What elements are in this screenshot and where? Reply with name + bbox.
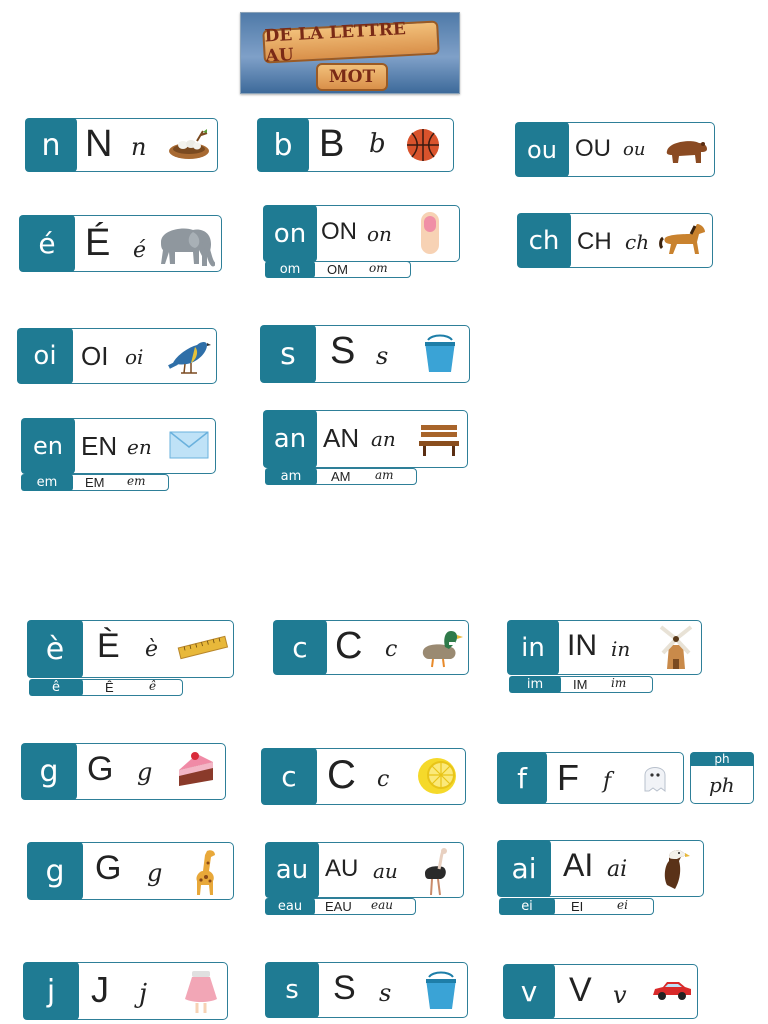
card-key: n [25, 118, 77, 172]
card-upper: OI [81, 341, 109, 371]
card-au-variant [266, 898, 416, 915]
card-key: ai [497, 840, 551, 897]
card-upper: C [335, 625, 363, 667]
variant-cursive: ei [617, 898, 628, 912]
card-cursive: è [145, 637, 159, 662]
card-key: v [503, 964, 555, 1019]
ph-key: ph [690, 752, 754, 766]
card-en [24, 418, 216, 474]
card-upper: S [330, 330, 356, 372]
card-ai-variant [500, 898, 654, 915]
card-upper: S [333, 969, 356, 1007]
variant-cursive: em [127, 474, 146, 488]
card-c-2 [264, 748, 466, 805]
variant-key: om [265, 261, 315, 278]
card-key: in [507, 620, 559, 675]
card-key: au [265, 842, 319, 898]
card-cursive: v [613, 981, 627, 1009]
card-cursive: au [373, 859, 398, 883]
card-v [506, 964, 698, 1019]
card-upper: C [327, 753, 356, 797]
variant-upper: Ê [105, 680, 114, 695]
elephant-icon [155, 220, 215, 268]
card-upper: È [97, 627, 120, 665]
card-upper: EN [81, 431, 118, 461]
card-cursive: c [377, 767, 390, 792]
card-key: an [263, 410, 317, 468]
card-key: en [21, 418, 75, 474]
card-key: c [273, 620, 327, 675]
card-key: g [21, 743, 77, 800]
card-cursive: b [369, 129, 386, 159]
card-ou [518, 122, 715, 177]
banner-ribbon-bottom [316, 63, 388, 91]
card-ch [520, 213, 713, 268]
card-key: è [27, 620, 83, 678]
card-ai [500, 840, 704, 897]
card-an [266, 410, 468, 468]
variant-cursive: eau [371, 898, 393, 912]
card-in [510, 620, 702, 675]
card-on [266, 205, 460, 262]
card-cursive: oi [125, 345, 144, 369]
card-upper: J [91, 969, 109, 1010]
card-an-variant [266, 468, 417, 485]
card-key: s [265, 962, 319, 1018]
card-key: b [257, 118, 309, 172]
card-e-acute [22, 215, 222, 272]
card-key: ou [515, 122, 569, 177]
variant-upper: AM [331, 469, 351, 484]
variant-key: eau [265, 898, 315, 915]
card-upper: G [87, 750, 114, 788]
card-cursive: g [137, 758, 153, 786]
card-cursive: s [376, 342, 389, 370]
card-key: j [23, 962, 79, 1020]
variant-upper: OM [327, 262, 348, 277]
card-cursive: ai [607, 857, 628, 882]
card-s-2 [268, 962, 468, 1018]
card-cursive: n [131, 133, 147, 161]
card-key: é [19, 215, 75, 272]
card-cursive: s [379, 979, 392, 1007]
variant-key: im [509, 676, 561, 693]
horse-icon [659, 220, 709, 260]
card-upper: V [569, 971, 592, 1009]
lemon-icon [415, 755, 459, 797]
card-upper: N [85, 123, 113, 165]
card-cursive: c [385, 637, 398, 662]
banner-line-2: MOT [328, 67, 376, 87]
card-oi [20, 328, 217, 384]
card-f [500, 752, 684, 804]
card-upper: G [95, 849, 122, 887]
card-j [26, 962, 228, 1020]
card-e-grave [30, 620, 234, 678]
card-key: s [260, 325, 316, 383]
finger-nail-icon [417, 210, 443, 256]
variant-key: ei [499, 898, 555, 915]
card-cursive: an [371, 427, 396, 451]
card-key: g [27, 842, 83, 900]
card-key: ch [517, 213, 571, 268]
card-upper: OU [575, 135, 611, 162]
card-cursive: ou [623, 139, 646, 160]
card-upper: CH [577, 228, 612, 255]
envelope-icon [169, 431, 209, 459]
ostrich-icon [419, 847, 455, 897]
card-c-1 [276, 620, 469, 675]
card-key: on [263, 205, 317, 262]
variant-cursive: am [375, 468, 394, 482]
ph-cursive: ph [709, 773, 735, 797]
card-key: f [497, 752, 547, 804]
ruler-icon [177, 633, 229, 663]
card-on-variant [266, 261, 411, 278]
variant-cursive: im [611, 676, 627, 690]
card-upper: B [319, 123, 345, 165]
banner-line-1: DE LA LETTRE AU [264, 19, 407, 67]
variant-upper: EAU [325, 899, 352, 914]
variant-key: am [265, 468, 317, 485]
card-cursive: on [367, 222, 392, 246]
card-upper: É [85, 222, 111, 264]
card-cursive: é [133, 238, 147, 263]
bench-icon [417, 421, 461, 457]
card-key: oi [17, 328, 73, 384]
bear-icon [663, 135, 709, 165]
skirt-icon [183, 969, 219, 1015]
bird-icon [167, 333, 211, 377]
duck-icon [417, 625, 463, 669]
car-icon [651, 979, 693, 1003]
card-cursive: in [611, 637, 631, 661]
giraffe-icon [189, 847, 221, 897]
card-n [28, 118, 218, 172]
card-in-variant [510, 676, 653, 693]
variant-upper: EI [571, 899, 584, 914]
card-au [268, 842, 464, 898]
card-upper: ON [321, 218, 357, 245]
title-banner [240, 12, 460, 94]
card-upper: F [557, 757, 579, 798]
variant-upper: IM [573, 677, 588, 692]
card-b [260, 118, 454, 172]
variant-cursive: ê [149, 679, 157, 693]
card-cursive: en [127, 435, 152, 459]
card-cursive: f [603, 769, 612, 794]
card-cursive: ch [625, 230, 650, 254]
windmill-icon [659, 623, 693, 671]
bucket-icon [422, 334, 458, 374]
basketball-icon [405, 127, 441, 163]
card-upper: AU [325, 855, 359, 882]
card-ph [690, 752, 754, 804]
variant-cursive: om [369, 261, 388, 275]
card-g-2 [30, 842, 234, 900]
card-g-1 [24, 743, 226, 800]
card-en-variant [22, 474, 169, 491]
card-e-grave-variant [30, 679, 183, 696]
card-cursive: g [147, 859, 163, 887]
variant-key: ê [29, 679, 83, 696]
cake-icon [175, 750, 217, 788]
card-upper: IN [567, 629, 597, 662]
card-upper: AN [323, 423, 360, 453]
card-s-1 [263, 325, 470, 383]
ghost-icon [641, 761, 669, 793]
card-key: c [261, 748, 317, 805]
banner-ribbon-top [262, 19, 440, 67]
card-cursive: j [139, 979, 148, 1009]
card-upper: AI [563, 847, 594, 883]
bucket-icon [423, 971, 459, 1011]
variant-key: em [21, 474, 73, 491]
eagle-icon [657, 845, 691, 893]
nest-icon [167, 127, 211, 161]
variant-upper: EM [85, 475, 105, 490]
